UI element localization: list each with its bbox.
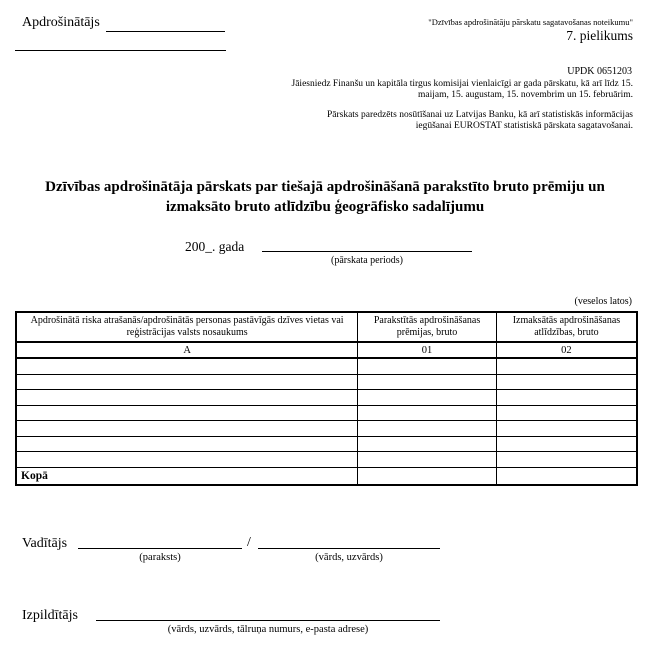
table-row bbox=[16, 436, 637, 452]
country-cell bbox=[16, 390, 358, 406]
table-header-row bbox=[16, 312, 637, 342]
name-caption: (vārds, uzvārds) bbox=[315, 552, 383, 563]
claims-cell bbox=[496, 374, 637, 390]
country-cell bbox=[16, 405, 358, 421]
column-header-claims: Izmaksātās apdrošināšanas atlīdzības, bruto bbox=[496, 312, 637, 342]
claims-cell bbox=[496, 358, 637, 374]
report-table bbox=[15, 311, 638, 486]
table-row bbox=[16, 421, 637, 437]
table-row bbox=[16, 452, 637, 468]
column-code-row bbox=[16, 342, 637, 358]
country-cell bbox=[16, 374, 358, 390]
table-row bbox=[16, 405, 637, 421]
column-header-premiums: Parakstītās apdrošināšanas prēmijas, bruto bbox=[358, 312, 497, 342]
submission-note: Jāiesniedz Finanšu un kapitāla tirgus komisijai vienlaicīgi ar gada pārskatu, kā arī līdz 15. maijam, 15. augustam, 15. novembrim un 15. februārim. bbox=[291, 79, 633, 101]
executor-blank-field bbox=[96, 620, 440, 621]
column-code-a: A bbox=[16, 342, 358, 358]
updk-code: UPDK 0651203 bbox=[567, 66, 632, 77]
column-code-02: 02 bbox=[496, 342, 637, 358]
table-row bbox=[16, 390, 637, 406]
table-row bbox=[16, 374, 637, 390]
insurer-blank-field-2 bbox=[15, 50, 226, 51]
insurer-blank-field bbox=[106, 31, 225, 32]
premiums-cell bbox=[358, 436, 497, 452]
premiums-cell bbox=[358, 374, 497, 390]
executor-caption: (vārds, uzvārds, tālruņa numurs, e-pasta adrese) bbox=[167, 624, 369, 635]
claims-cell bbox=[496, 421, 637, 437]
total-row bbox=[16, 467, 637, 485]
total-label: Kopā bbox=[16, 467, 358, 485]
total-premiums-cell bbox=[358, 467, 497, 485]
column-header-country: Apdrošinātā riska atrašanās/apdrošinātās personas pastāvīgās dzīves vietas vai reģistrācijas valsts nosaukums bbox=[16, 312, 358, 342]
manager-signature-blank-field bbox=[78, 548, 242, 549]
country-cell bbox=[16, 421, 358, 437]
regulation-reference: "Dzīvības apdrošinātāju pārskatu sagatavošanas noteikumu" bbox=[428, 17, 633, 27]
period-prefix: 200_. gada bbox=[185, 239, 245, 254]
claims-cell bbox=[496, 390, 637, 406]
signature-separator: / bbox=[247, 535, 251, 550]
manager-name-blank-field bbox=[258, 548, 440, 549]
country-cell bbox=[16, 452, 358, 468]
period-caption: (pārskata periods) bbox=[331, 255, 403, 266]
country-cell bbox=[16, 436, 358, 452]
claims-cell bbox=[496, 436, 637, 452]
premiums-cell bbox=[358, 452, 497, 468]
annex-number: 7. pielikums bbox=[566, 28, 633, 43]
claims-cell bbox=[496, 405, 637, 421]
table-row bbox=[16, 358, 637, 374]
total-claims-cell bbox=[496, 467, 637, 485]
executor-label: Izpildītājs bbox=[22, 608, 78, 623]
manager-label: Vadītājs bbox=[22, 536, 68, 551]
premiums-cell bbox=[358, 358, 497, 374]
purpose-note: Pārskats paredzēts nosūtīšanai uz Latvijas Banku, kā arī statistiskās informācijas iegūšanai EUROSTAT statistiskā pārskata sagatavošanai. bbox=[326, 110, 633, 132]
insurer-label: Apdrošinātājs bbox=[22, 15, 100, 30]
premiums-cell bbox=[358, 405, 497, 421]
premiums-cell bbox=[358, 421, 497, 437]
claims-cell bbox=[496, 452, 637, 468]
column-code-01: 01 bbox=[358, 342, 497, 358]
country-cell bbox=[16, 358, 358, 374]
units-note: (veselos latos) bbox=[574, 296, 632, 307]
premiums-cell bbox=[358, 390, 497, 406]
period-blank-field bbox=[262, 251, 472, 252]
report-title: Dzīvības apdrošinātāja pārskats par tiešajā apdrošināšanā parakstīto bruto prēmiju un izmaksāto bruto atlīdzību ģeogrāfisko sadalījumu bbox=[45, 179, 605, 215]
signature-caption: (paraksts) bbox=[139, 552, 181, 563]
